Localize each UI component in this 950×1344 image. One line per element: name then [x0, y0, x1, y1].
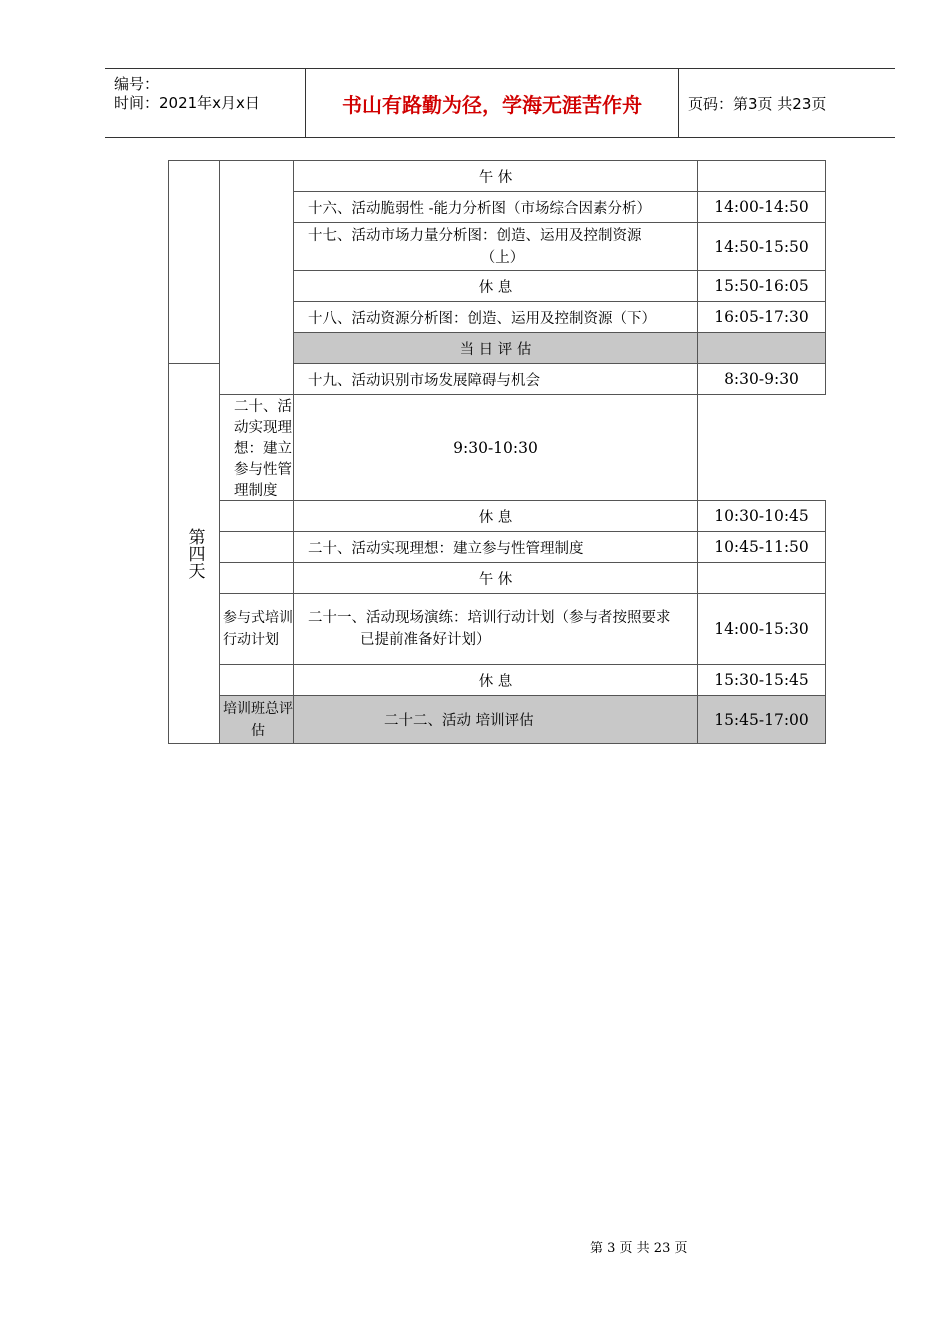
time-cell — [698, 333, 826, 364]
time-cell: 15:45-17:00 — [698, 696, 826, 744]
module-cell-market — [220, 161, 294, 395]
activity-cell: 十九、活动识别市场发展障碍与机会 — [294, 364, 698, 395]
activity-cell: 十八、活动资源分析图：创造、运用及控制资源（下） — [294, 302, 698, 333]
activity-line: 十七、活动市场力量分析图：创造、运用及控制资源 — [308, 227, 642, 244]
table-row — [169, 532, 826, 563]
activity-cell: 二十、活动实现理想：建立参与性管理制度 — [294, 532, 698, 563]
activity-cell: 午 休 — [294, 563, 698, 594]
table-row — [169, 696, 826, 744]
activity-line: 二十一、活动现场演练：培训行动计划（参与者按照要求 — [308, 610, 671, 626]
time-cell: 16:05-17:30 — [698, 302, 826, 333]
table-row — [169, 501, 826, 532]
module-cell-evaluation: 培训班总评估 — [220, 696, 294, 744]
activity-cell — [294, 223, 698, 271]
header-meta — [105, 69, 306, 137]
time-cell: 15:50-16:05 — [698, 271, 826, 302]
time-cell: 10:45-11:50 — [698, 532, 826, 563]
table-row — [169, 161, 826, 192]
activity-cell: 十六、活动脆弱性 -能力分析图（市场综合因素分析） — [294, 192, 698, 223]
module-cell — [220, 532, 294, 563]
day4-label: 第四天 — [169, 364, 220, 744]
time-cell — [698, 563, 826, 594]
table-row — [169, 563, 826, 594]
activity-cell: 休 息 — [294, 665, 698, 696]
date-label: 时间：2021年x月x日 — [114, 94, 260, 112]
day3-cell — [169, 161, 220, 364]
activity-line: 已提前准备好计划） — [360, 632, 491, 648]
header-page-label: 页码：第3页 共23页 — [688, 94, 827, 113]
page-footer: 第 3 页 共 23 页 — [590, 1241, 688, 1256]
time-cell — [698, 161, 826, 192]
module-cell — [220, 563, 294, 594]
header-motto: 书山有路勤为径，学海无涯苦作舟 — [306, 69, 679, 137]
time-cell: 14:00-15:30 — [698, 594, 826, 665]
activity-cell: 休 息 — [294, 271, 698, 302]
module-cell-action-plan: 参与式培训行动计划 — [220, 594, 294, 665]
table-row — [169, 594, 826, 665]
activity-line: （上） — [480, 249, 525, 266]
table-row — [169, 665, 826, 696]
activity-cell — [294, 594, 698, 665]
activity-cell: 二十、活动实现理想：建立参与性管理制度 — [220, 395, 294, 501]
table-row — [169, 395, 826, 501]
time-cell: 14:50-15:50 — [698, 223, 826, 271]
module-cell — [220, 665, 294, 696]
time-cell: 9:30-10:30 — [294, 395, 698, 501]
activity-cell: 当 日 评 估 — [294, 333, 698, 364]
page-header — [105, 68, 895, 138]
time-cell: 14:00-14:50 — [698, 192, 826, 223]
activity-cell: 休 息 — [294, 501, 698, 532]
activity-cell: 午 休 — [294, 161, 698, 192]
module-cell — [220, 501, 294, 532]
serial-label: 编号： — [114, 75, 160, 93]
schedule-table — [168, 160, 826, 744]
time-cell: 10:30-10:45 — [698, 501, 826, 532]
time-cell: 15:30-15:45 — [698, 665, 826, 696]
activity-cell: 二十二、活动 培训评估 — [294, 696, 698, 744]
time-cell: 8:30-9:30 — [698, 364, 826, 395]
